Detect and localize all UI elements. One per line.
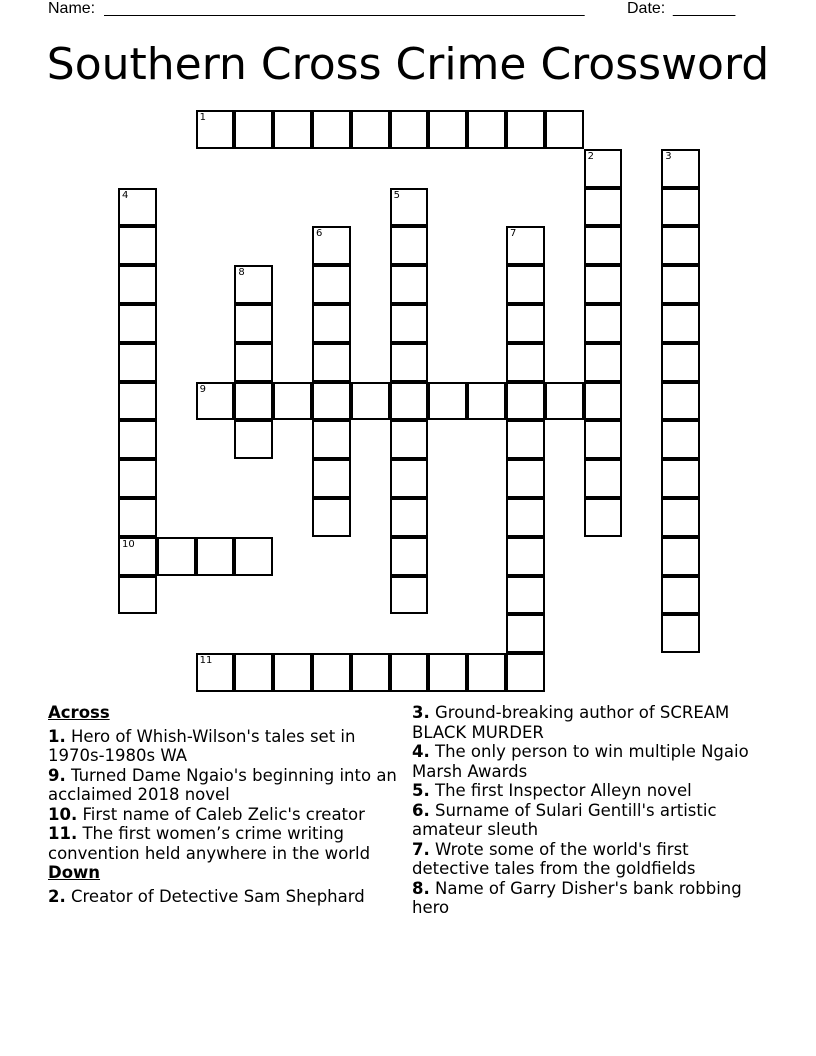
- grid-cell[interactable]: [506, 459, 545, 498]
- grid-cell[interactable]: [234, 110, 273, 149]
- clue-item: [48, 887, 404, 907]
- clue-number: 11: [199, 655, 213, 667]
- clue-number: 5: [393, 189, 400, 201]
- clue-item: [48, 766, 404, 805]
- grid-cell[interactable]: [390, 459, 429, 498]
- grid-cell[interactable]: [661, 149, 700, 188]
- grid-cell[interactable]: [506, 343, 545, 382]
- grid-cell[interactable]: [661, 537, 700, 576]
- grid-cell[interactable]: [196, 537, 235, 576]
- clue-number-label: 4.: [412, 742, 430, 761]
- grid-cell[interactable]: [312, 110, 351, 149]
- down-heading: Down: [48, 863, 101, 882]
- grid-cell[interactable]: [118, 459, 157, 498]
- grid-cell[interactable]: [390, 498, 429, 537]
- grid-cell[interactable]: [312, 226, 351, 265]
- grid-cell[interactable]: [118, 498, 157, 537]
- grid-cell[interactable]: [118, 420, 157, 459]
- grid-cell[interactable]: [584, 459, 623, 498]
- clue-number: 8: [238, 267, 245, 279]
- grid-cell[interactable]: [506, 498, 545, 537]
- grid-cell[interactable]: [506, 537, 545, 576]
- clue-number-label: 2.: [48, 886, 66, 906]
- clue-number-label: 1.: [48, 726, 66, 746]
- name-line[interactable]: ______________________________________________________: [104, 0, 585, 17]
- grid-cell[interactable]: [584, 304, 623, 343]
- clue-number-label: 9.: [48, 765, 66, 785]
- grid-cell[interactable]: [234, 653, 273, 692]
- grid-cell[interactable]: [390, 110, 429, 149]
- name-label: Name:: [48, 0, 96, 17]
- grid-cell[interactable]: [273, 110, 312, 149]
- grid-cell[interactable]: [234, 420, 273, 459]
- grid-cell[interactable]: [506, 576, 545, 615]
- grid-cell[interactable]: [196, 653, 235, 692]
- clue-number-label: 3.: [412, 703, 430, 722]
- clue-text: Creator of Detective Sam Shephard: [65, 886, 365, 906]
- clue-number: 1: [199, 112, 206, 123]
- clue-number: 7: [510, 228, 517, 240]
- grid-cell[interactable]: [312, 304, 351, 343]
- grid-cell[interactable]: [467, 110, 506, 149]
- grid-cell[interactable]: [312, 382, 351, 421]
- grid-cell[interactable]: [157, 537, 196, 576]
- grid-cell[interactable]: [467, 382, 506, 421]
- grid-cell[interactable]: [506, 382, 545, 421]
- clue-number: 6: [316, 228, 323, 240]
- grid-cell[interactable]: [428, 653, 467, 692]
- grid-cell[interactable]: [545, 110, 584, 149]
- clue-number: 10: [122, 538, 135, 550]
- grid-cell[interactable]: [467, 653, 506, 692]
- clue-text: Surname of Sulari Gentill's artistic amateur sleuth: [412, 800, 717, 839]
- grid-cell[interactable]: [661, 188, 700, 227]
- grid-cell[interactable]: [390, 265, 429, 304]
- grid-cell[interactable]: [196, 382, 235, 421]
- clue-number: 3: [665, 150, 672, 162]
- grid-cell[interactable]: [351, 382, 390, 421]
- grid-cell[interactable]: [661, 459, 700, 498]
- grid-cell[interactable]: [506, 110, 545, 149]
- grid-cell[interactable]: [390, 420, 429, 459]
- grid-cell[interactable]: [234, 265, 273, 304]
- clue-number-label: 7.: [412, 839, 430, 859]
- grid-cell[interactable]: [390, 382, 429, 421]
- grid-cell[interactable]: [506, 265, 545, 304]
- grid-cell[interactable]: [584, 382, 623, 421]
- clue-text: Wrote some of the world's first detective tales from the goldfields: [412, 839, 696, 878]
- grid-cell[interactable]: [351, 653, 390, 692]
- grid-cell[interactable]: [506, 304, 545, 343]
- clue-item: [48, 805, 404, 825]
- grid-cell[interactable]: [390, 226, 429, 265]
- grid-cell[interactable]: [661, 420, 700, 459]
- grid-cell[interactable]: [312, 343, 351, 382]
- grid-cell[interactable]: [545, 382, 584, 421]
- grid-cell[interactable]: [584, 498, 623, 537]
- grid-cell[interactable]: [390, 537, 429, 576]
- grid-cell[interactable]: [506, 420, 545, 459]
- clue-number-label: 8.: [412, 878, 430, 898]
- grid-cell[interactable]: [661, 382, 700, 421]
- clue-number-label: 6.: [412, 800, 430, 820]
- date-label: Date:: [627, 0, 666, 17]
- down-clue-list: [48, 887, 404, 907]
- grid-cell[interactable]: [428, 110, 467, 149]
- page-title: Southern Cross Crime Crossword: [46, 39, 770, 90]
- grid-cell[interactable]: [661, 226, 700, 265]
- clue-number: 9: [199, 383, 206, 395]
- clues-column-left: [48, 703, 404, 906]
- grid-cell[interactable]: [118, 343, 157, 382]
- grid-cell[interactable]: [661, 343, 700, 382]
- grid-cell[interactable]: [390, 304, 429, 343]
- grid-cell[interactable]: [312, 653, 351, 692]
- clue-text: Name of Garry Disher's bank robbing hero: [412, 878, 742, 917]
- grid-cell[interactable]: [390, 576, 429, 615]
- date-line[interactable]: _______: [673, 0, 736, 17]
- grid-cell[interactable]: [118, 537, 157, 576]
- grid-cell[interactable]: [584, 420, 623, 459]
- grid-cell[interactable]: [661, 614, 700, 653]
- clue-text: The only person to win multiple Ngaio Marsh Awards: [412, 742, 749, 781]
- clue-text: Turned Dame Ngaio's beginning into an acclaimed 2018 novel: [48, 765, 397, 804]
- across-clue-list: [48, 727, 404, 864]
- grid-cell[interactable]: [118, 188, 157, 227]
- clue-number-label: 5.: [412, 781, 430, 800]
- grid-cell[interactable]: [584, 265, 623, 304]
- grid-cell[interactable]: [234, 304, 273, 343]
- grid-cell[interactable]: [584, 226, 623, 265]
- clue-text: The first Inspector Alleyn novel: [429, 781, 692, 800]
- across-heading: Across: [48, 703, 110, 722]
- clue-item: [412, 781, 762, 801]
- grid-cell[interactable]: [312, 420, 351, 459]
- grid-cell[interactable]: [118, 382, 157, 421]
- clue-text: The first women’s crime writing convention held anywhere in the world: [48, 824, 371, 863]
- clue-item: [412, 840, 762, 879]
- grid-cell[interactable]: [584, 188, 623, 227]
- grid-cell[interactable]: [234, 382, 273, 421]
- down-clue-list-continued: [412, 703, 762, 918]
- grid-cell[interactable]: [661, 498, 700, 537]
- grid-cell[interactable]: [390, 343, 429, 382]
- grid-cell[interactable]: [390, 653, 429, 692]
- grid-cell[interactable]: [312, 498, 351, 537]
- clue-number-label: 11.: [48, 824, 78, 843]
- grid-cell[interactable]: [506, 226, 545, 265]
- grid-cell[interactable]: [196, 110, 235, 149]
- grid-cell[interactable]: [234, 537, 273, 576]
- grid-cell[interactable]: [584, 149, 623, 188]
- grid-cell[interactable]: [661, 265, 700, 304]
- grid-cell[interactable]: [273, 382, 312, 421]
- grid-cell[interactable]: [506, 614, 545, 653]
- clue-text: Hero of Whish-Wilson's tales set in 1970s-1980s WA: [48, 726, 356, 765]
- clue-item: [412, 703, 762, 742]
- clue-item: [412, 801, 762, 840]
- clue-number: 2: [587, 150, 594, 162]
- grid-cell[interactable]: [118, 576, 157, 615]
- grid-cell[interactable]: [661, 304, 700, 343]
- grid-cell[interactable]: [234, 343, 273, 382]
- grid-cell[interactable]: [312, 459, 351, 498]
- clue-item: [48, 727, 404, 766]
- grid-cell[interactable]: [351, 110, 390, 149]
- clue-item: [412, 879, 762, 918]
- grid-cell[interactable]: [661, 576, 700, 615]
- clues-column-right: [412, 703, 762, 918]
- grid-cell[interactable]: [312, 265, 351, 304]
- clue-number-label: 10.: [48, 804, 78, 824]
- grid-cell[interactable]: [273, 653, 312, 692]
- clue-text: Ground-breaking author of SCREAM BLACK MURDER: [412, 703, 730, 742]
- grid-cell[interactable]: [118, 304, 157, 343]
- grid-cell[interactable]: [118, 226, 157, 265]
- clue-number: 4: [122, 189, 129, 201]
- grid-cell[interactable]: [584, 343, 623, 382]
- grid-cell[interactable]: [390, 188, 429, 227]
- grid-cell[interactable]: [506, 653, 545, 692]
- grid-cell[interactable]: [428, 382, 467, 421]
- clue-text: First name of Caleb Zelic's creator: [77, 804, 365, 824]
- grid-cell[interactable]: [118, 265, 157, 304]
- clue-item: [48, 824, 404, 863]
- clue-item: [412, 742, 762, 781]
